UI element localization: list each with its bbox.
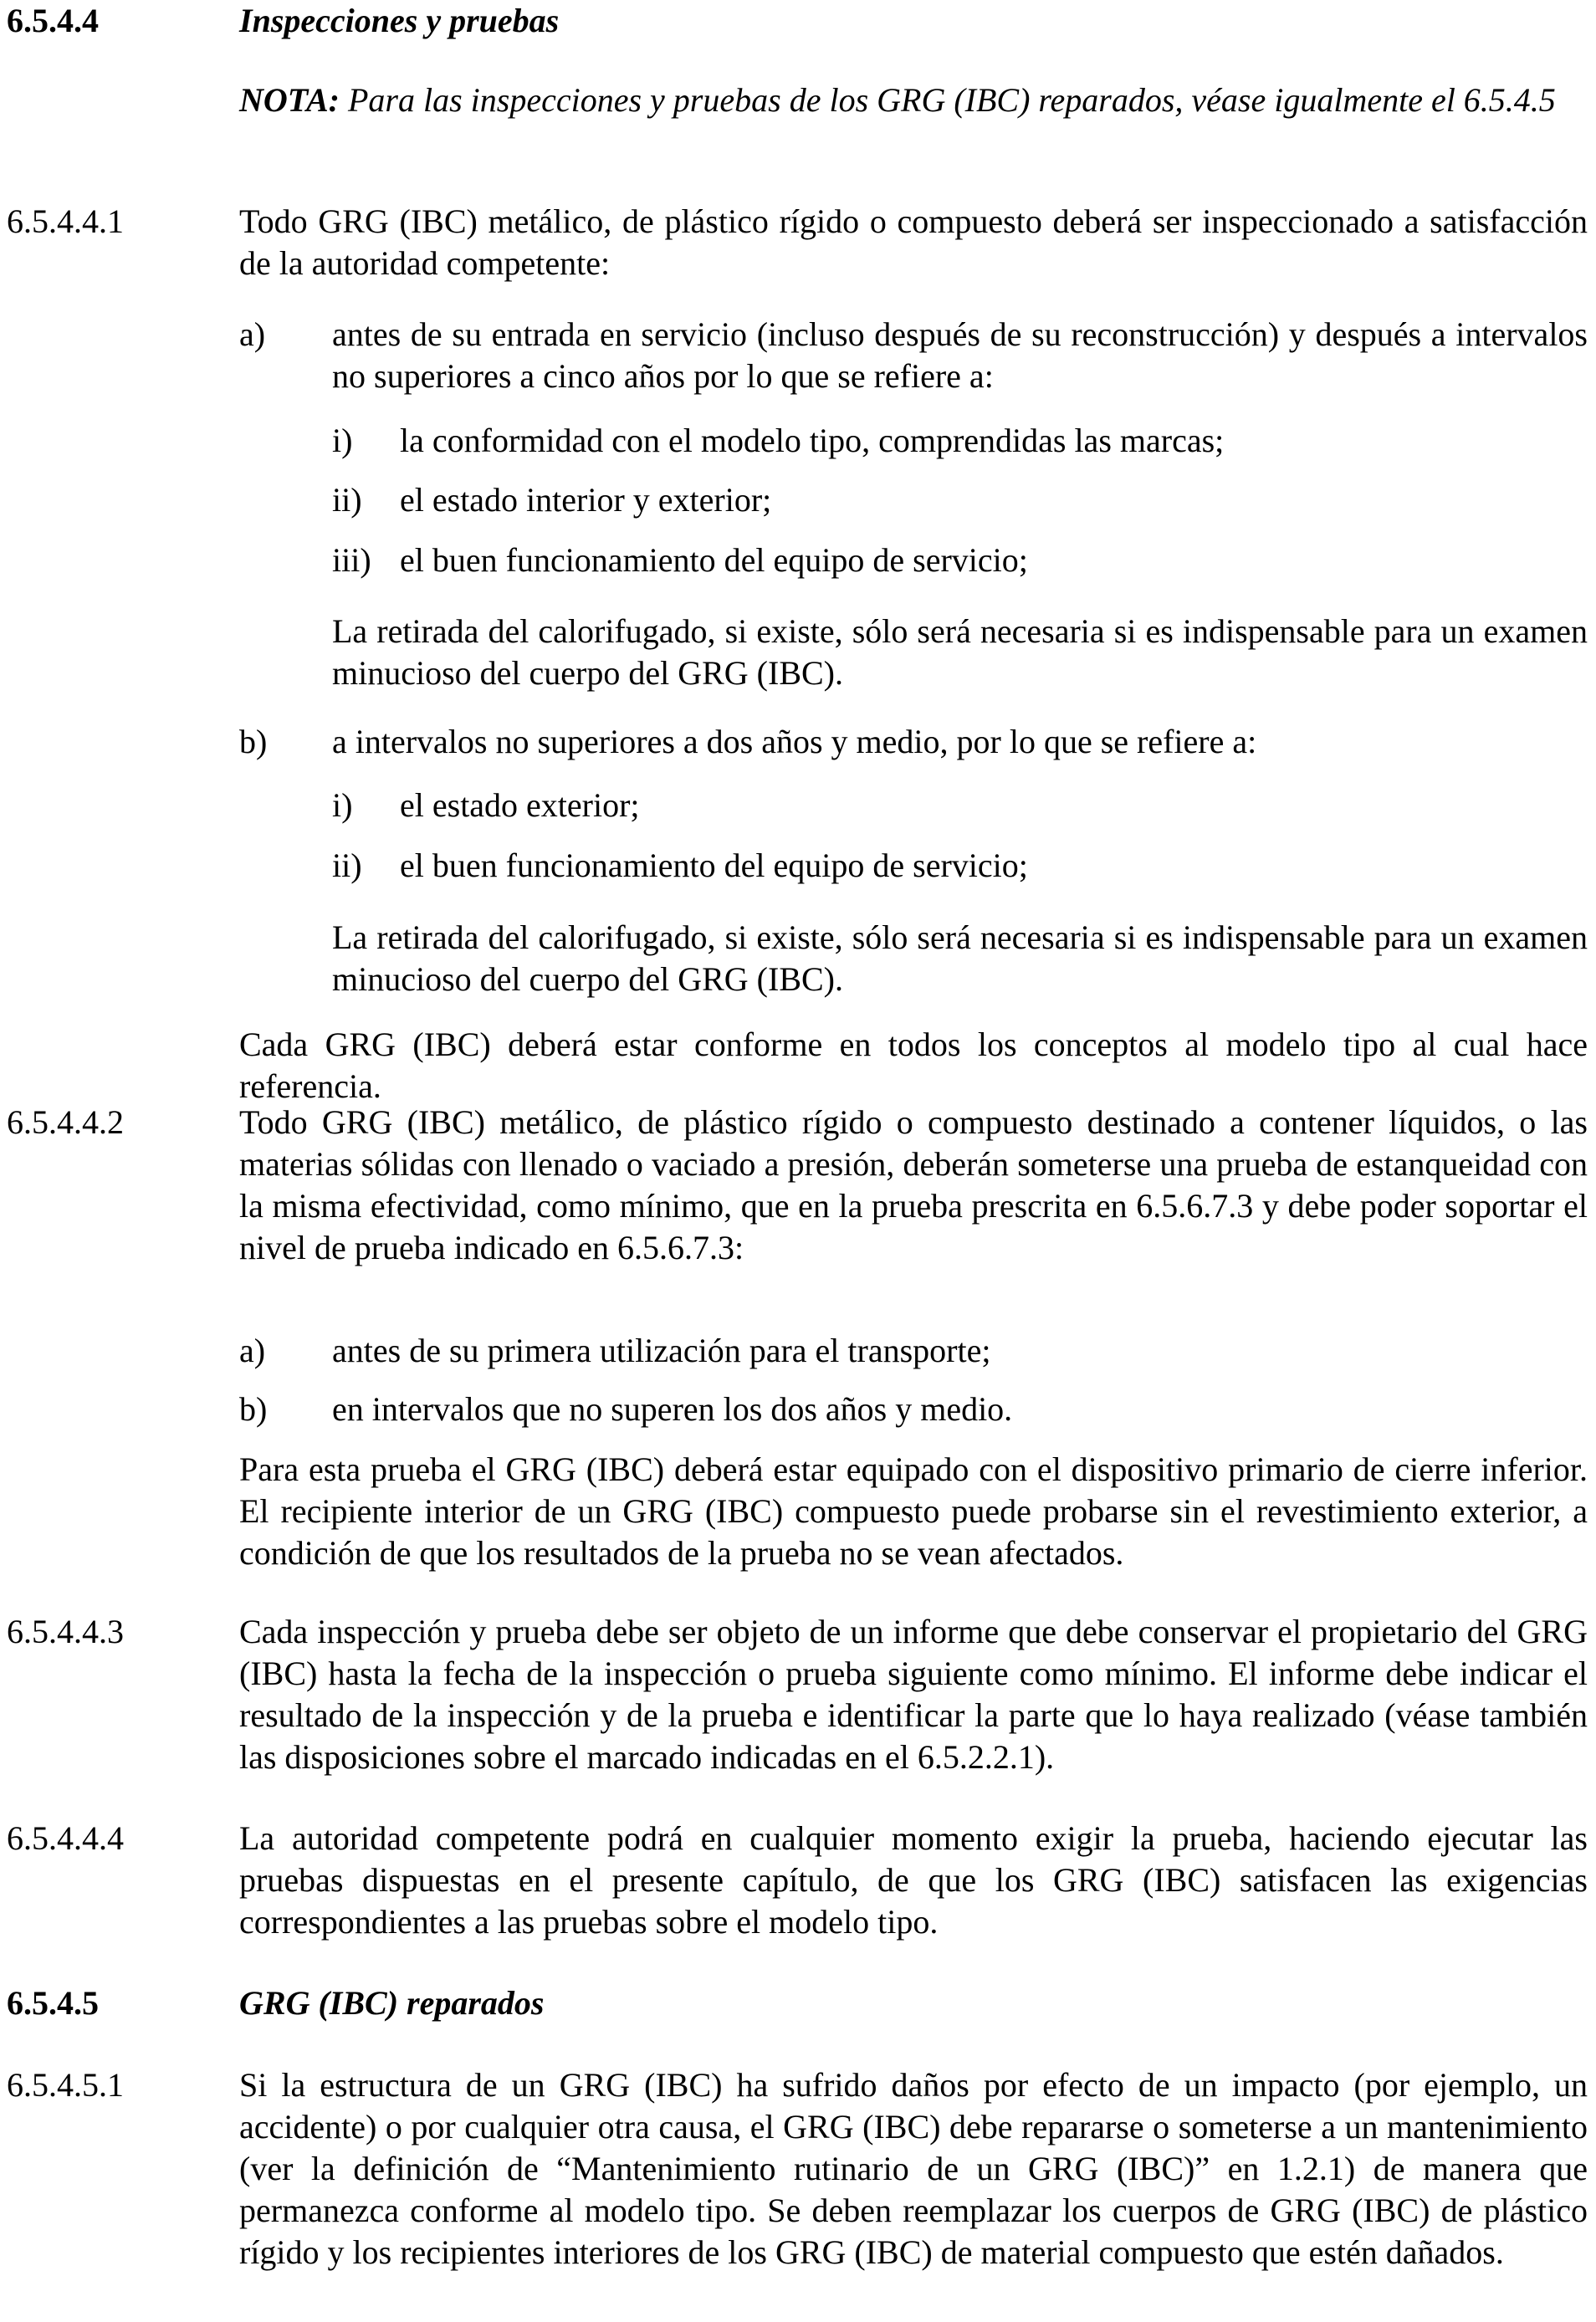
section-number: 6.5.4.4	[7, 2, 99, 39]
section-title: Inspecciones y pruebas	[239, 2, 560, 39]
document-page	[7, 0, 1588, 2322]
item-label: a)	[239, 315, 266, 353]
note-text: Para las inspecciones y pruebas de los GRG (IBC) reparados, véase igualmente el 6.5.4.5	[340, 81, 1556, 119]
item-label: b)	[239, 723, 268, 760]
section-number: 6.5.4.4.1	[7, 202, 124, 240]
item-label: a)	[239, 1332, 266, 1369]
section-closing: Para esta prueba el GRG (IBC) deberá estar equipado con el dispositivo primario de cierre inferior. El recipiente interior de un GRG (IBC) compuesto puede probarse sin el revestimiento exterior, a condición de que los resultados de la prueba no se vean afectados.	[239, 1450, 1588, 1572]
sub-item-label: iii)	[332, 541, 371, 579]
item-text: antes de su primera utilización para el transporte;	[332, 1332, 991, 1369]
section-number: 6.5.4.5.1	[7, 2066, 124, 2104]
section-intro: Todo GRG (IBC) metálico, de plástico rígido o compuesto destinado a contener líquidos, o las materias sólidas con llenado o vaciado a presión, deberán someterse una prueba de estanqueidad con la misma efectividad, como mínimo, que en la prueba prescrita en 6.5.6.7.3 y debe poder soportar el nivel de prueba indicado en 6.5.6.7.3:	[239, 1103, 1588, 1266]
sub-item-label: ii)	[332, 481, 362, 519]
item-paragraph: La retirada del calorifugado, si existe, sólo será necesaria si es indispensable para un examen minucioso del cuerpo del GRG (IBC).	[332, 612, 1588, 692]
section-text: Cada inspección y prueba debe ser objeto de un informe que debe conservar el propietario del GRG (IBC) hasta la fecha de la inspección o prueba siguiente como mínimo. El informe debe indicar el resultado de la inspección y de la prueba e identificar la parte que lo haya realizado (véase también las disposiciones sobre el marcado indicadas en el 6.5.2.2.1).	[239, 1613, 1588, 1776]
section-number: 6.5.4.4.2	[7, 1103, 124, 1141]
section-title: GRG (IBC) reparados	[239, 1984, 545, 2022]
note-label: NOTA:	[239, 81, 340, 119]
section-number: 6.5.4.4.3	[7, 1613, 124, 1650]
sub-item-label: ii)	[332, 846, 362, 884]
section-intro: Todo GRG (IBC) metálico, de plástico rígido o compuesto deberá ser inspeccionado a satisfacción de la autoridad competente:	[239, 202, 1588, 282]
sub-item-text: el buen funcionamiento del equipo de servicio;	[400, 846, 1028, 884]
section-number: 6.5.4.4.4	[7, 1819, 124, 1857]
sub-item-text: el buen funcionamiento del equipo de servicio;	[400, 541, 1028, 579]
section-text: La autoridad competente podrá en cualquier momento exigir la prueba, haciendo ejecutar las pruebas dispuestas en el presente capítulo, de que los GRG (IBC) satisfacen las exigencias correspondientes a las pruebas sobre el modelo tipo.	[239, 1819, 1588, 1941]
item-text: a intervalos no superiores a dos años y medio, por lo que se refiere a:	[332, 723, 1257, 760]
sub-item-text: el estado interior y exterior;	[400, 481, 772, 519]
sub-item-text: la conformidad con el modelo tipo, comprendidas las marcas;	[400, 422, 1225, 459]
sub-item-text: el estado exterior;	[400, 786, 640, 824]
section-text: Si la estructura de un GRG (IBC) ha sufrido daños por efecto de un impacto (por ejemplo, un accidente) o por cualquier otra causa, el GRG (IBC) debe repararse o someterse a un mantenimiento (ver la definición de “Mantenimiento rutinario de un GRG (IBC)” en 1.2.1) de manera que permanezca conforme al modelo tipo. Se deben reemplazar los cuerpos de GRG (IBC) de plástico rígido y los recipientes interiores de los GRG (IBC) de material compuesto que estén dañados.	[239, 2066, 1588, 2271]
section-number: 6.5.4.5	[7, 1984, 99, 2022]
sub-item-label: i)	[332, 786, 353, 824]
note-paragraph	[239, 79, 1588, 121]
item-paragraph: La retirada del calorifugado, si existe, sólo será necesaria si es indispensable para un examen minucioso del cuerpo del GRG (IBC).	[332, 918, 1588, 998]
section-closing: Cada GRG (IBC) deberá estar conforme en todos los conceptos al modelo tipo al cual hace referencia.	[239, 1025, 1588, 1105]
item-text: en intervalos que no superen los dos años y medio.	[332, 1390, 1013, 1428]
item-text: antes de su entrada en servicio (incluso después de su reconstrucción) y después a intervalos no superiores a cinco años por lo que se refiere a:	[332, 315, 1588, 395]
sub-item-label: i)	[332, 422, 353, 459]
item-label: b)	[239, 1390, 268, 1428]
